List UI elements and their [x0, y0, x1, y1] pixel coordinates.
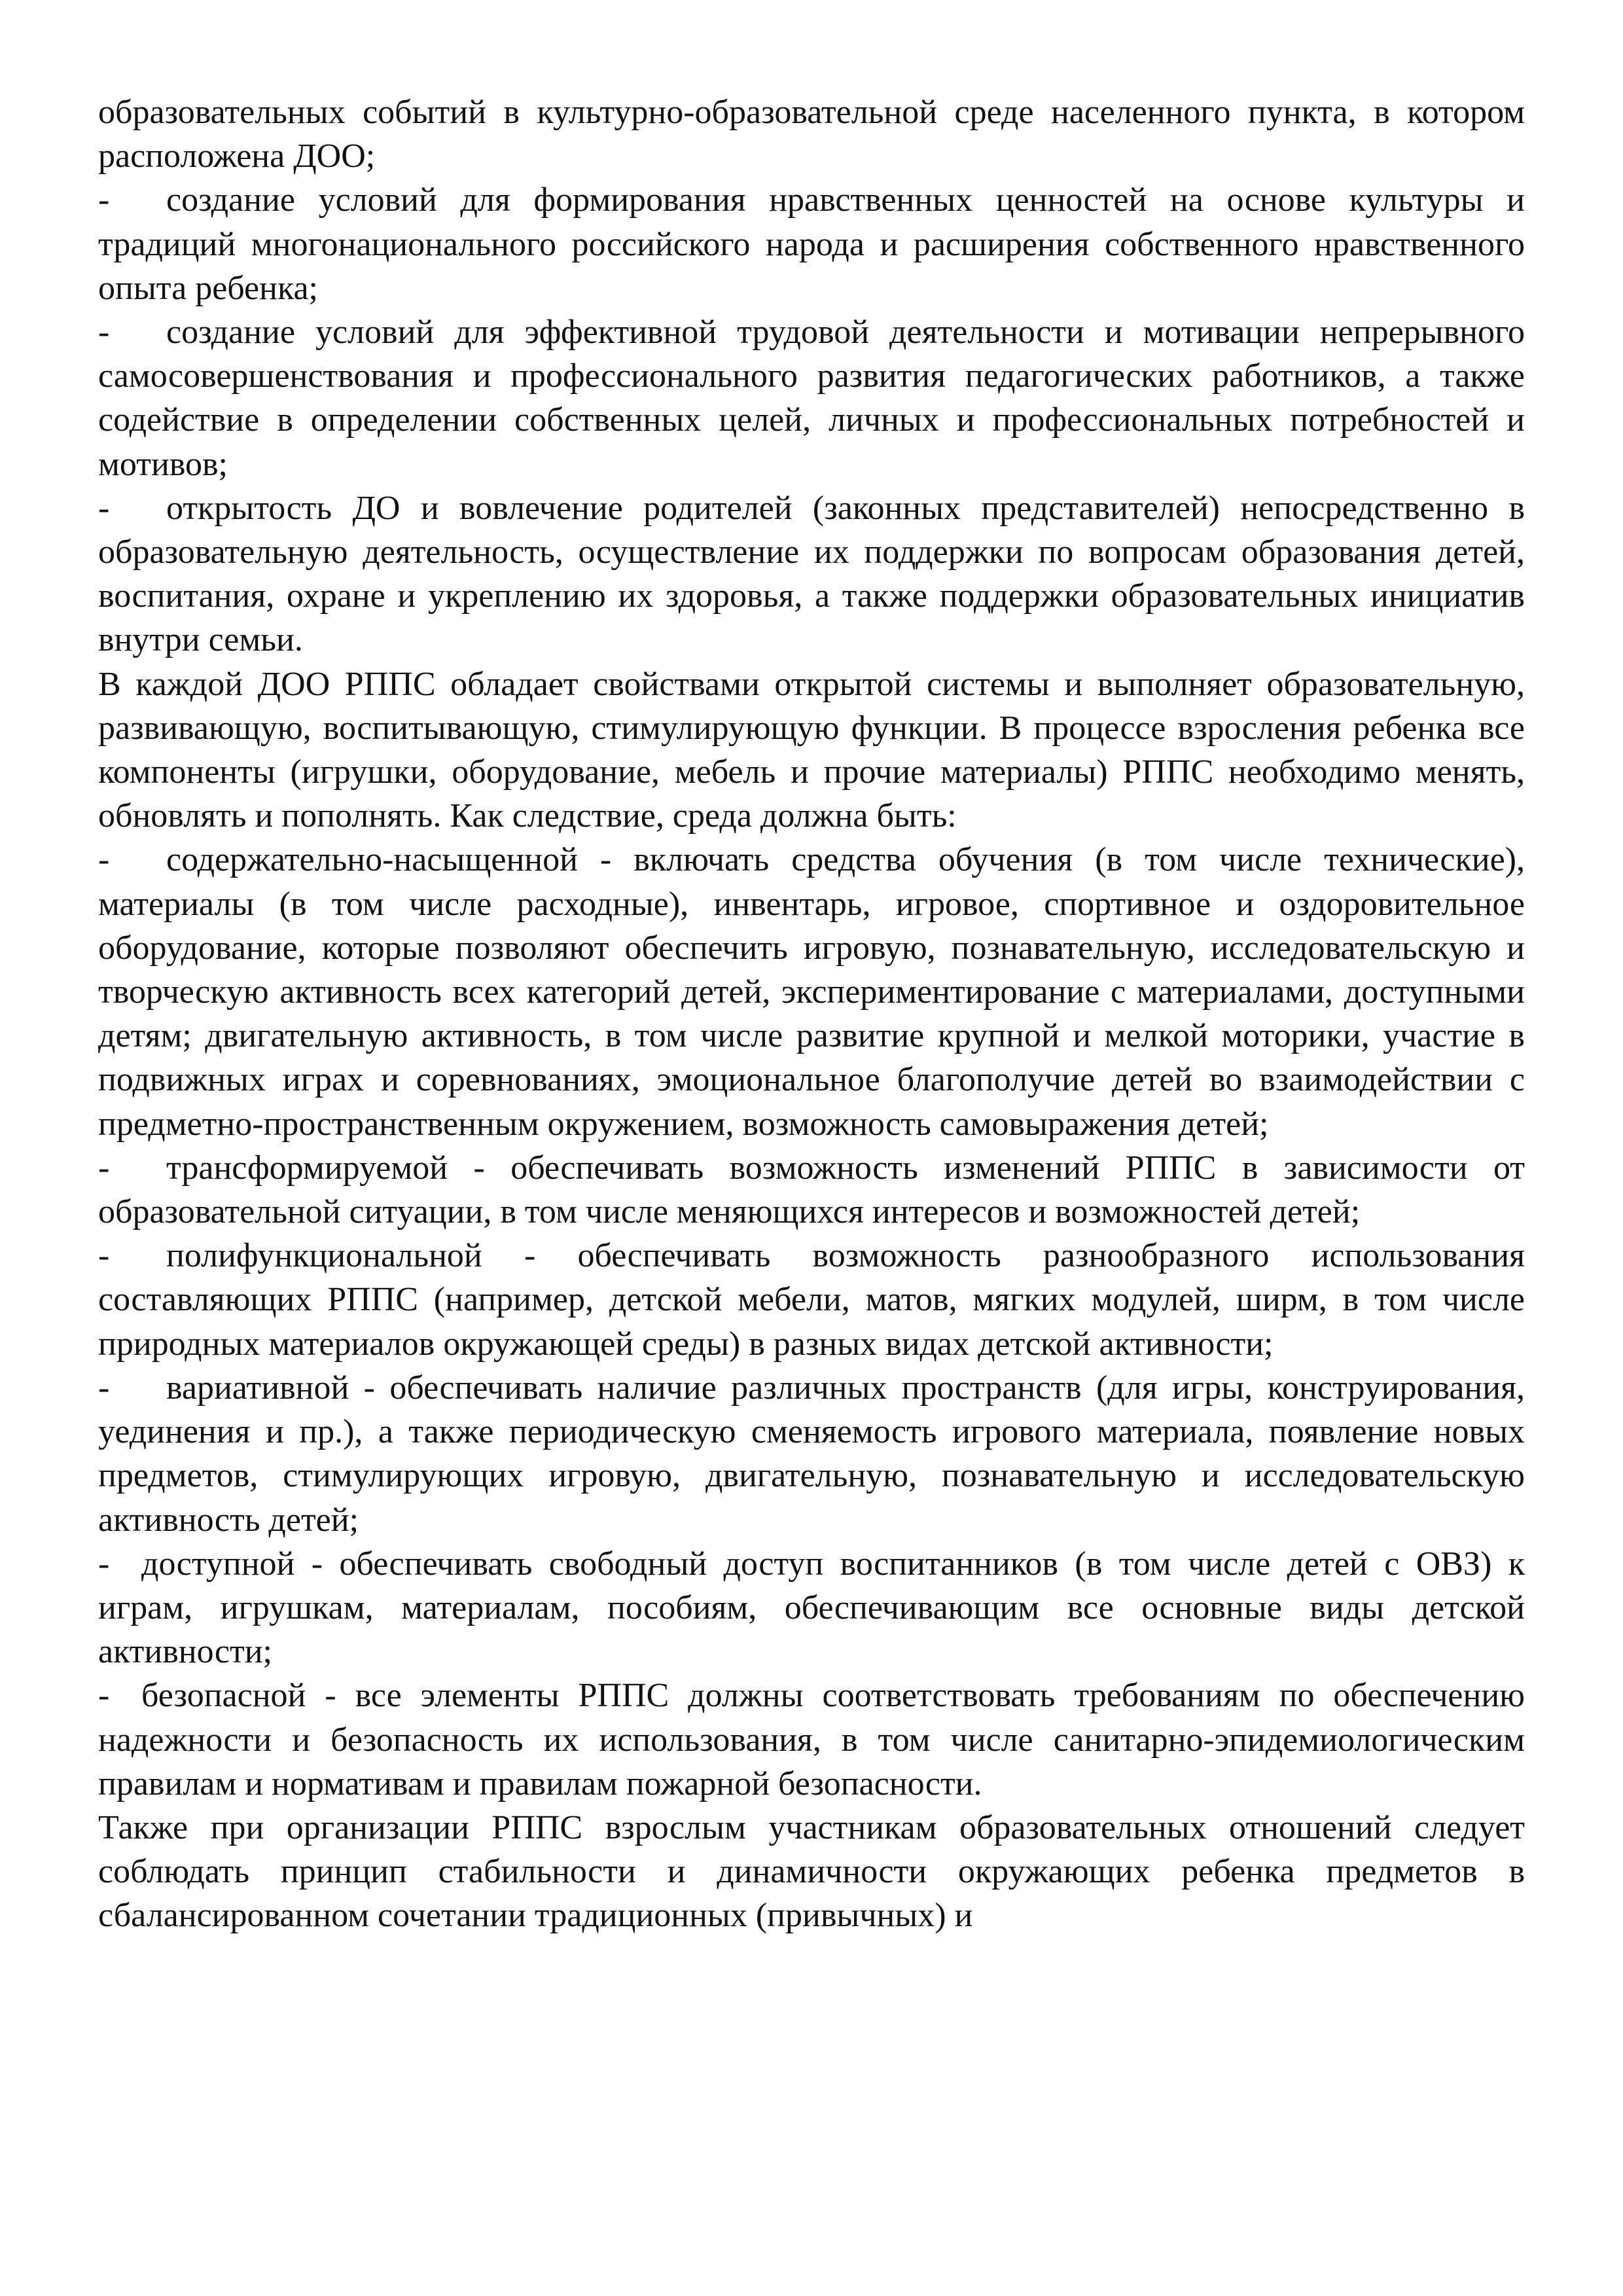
page-text — [98, 90, 1525, 1938]
list-item-safe — [98, 1674, 1525, 1806]
bullet-marker: - — [98, 489, 110, 527]
list-item-accessible — [98, 1542, 1525, 1674]
list-item-text: создание условий для формирования нравственных ценностей на основе культуры и традиций многонационального российского народа и расширения собственного нравственного опыта ребенка; — [98, 181, 1525, 307]
list-item-transformable — [98, 1146, 1525, 1234]
list-item-text: вариативной - обеспечивать наличие различных пространств (для игры, конструирования, уединения и пр.), а также периодическую сменяемость игрового материала, появление новых предметов, стимулирующих игровую, двигательную, познавательную и исследовательскую активность детей; — [98, 1369, 1525, 1539]
list-item-text: содержательно-насыщенной - включать средства обучения (в том числе технические), материалы (в том числе расходные), инвентарь, игровое, спортивное и оздоровительное оборудование, которые позволяют обеспечить игровую, познавательную, исследовательскую и творческую активность всех категорий детей, экспериментирование с материалами, доступными детям; двигательную активность, в том числе развитие крупной и мелкой моторики, участие в подвижных играх и соревнованиях, эмоциональное благополучие детей во взаимодействии с предметно-пространственным окружением, возможность самовыражения детей; — [98, 841, 1525, 1143]
bullet-marker: - — [98, 1545, 110, 1583]
list-item-saturated — [98, 838, 1525, 1145]
list-item-text: создание условий для эффективной трудовой деятельности и мотивации непрерывного самосовершенствования и профессионального развития педагогических работников, а также содействие в определении собственных целей, личных и профессиональных потребностей и мотивов; — [98, 314, 1525, 483]
list-item-variable — [98, 1366, 1525, 1542]
list-item-openness — [98, 486, 1525, 662]
bullet-marker: - — [98, 1149, 110, 1187]
bullet-marker: - — [98, 314, 110, 351]
paragraph-stability-principle: Также при организации РППС взрослым участникам образовательных отношений следует соблюдать принцип стабильности и динамичности окружающих ребенка предметов в сбалансированном сочетании традиционных (привычных) и — [98, 1808, 1525, 1935]
list-item-text: безопасной - все элементы РППС должны соответствовать требованиям по обеспечению надежности и безопасность их использования, в том числе санитарно-эпидемиологическим правилам и нормативам и правилам пожарной безопасности. — [98, 1677, 1525, 1803]
bullet-marker: - — [98, 1369, 110, 1407]
list-item-text: открытость ДО и вовлечение родителей (законных представителей) непосредственно в образовательную деятельность, осуществление их поддержки по вопросам образования детей, воспитания, охране и укреплению их здоровья, а также поддержки образовательных инициатив внутри семьи. — [98, 489, 1525, 659]
list-item-moral-values — [98, 178, 1525, 310]
bullet-marker: - — [98, 181, 110, 219]
lead-fragment: образовательных событий в культурно-образовательной среде населенного пункта, в котором расположена ДОО; — [98, 94, 1525, 175]
list-item-text: полифункциональной - обеспечивать возможность разнообразного использования составляющих РППС (например, детской мебели, матов, мягких модулей, ширм, в том числе природных материалов окружающей среды) в разных видах детской активности; — [98, 1237, 1525, 1363]
list-item-text: доступной - обеспечивать свободный доступ воспитанников (в том числе детей с ОВЗ) к играм, игрушкам, материалам, пособиям, обеспечивающим все основные виды детской активности; — [98, 1545, 1525, 1671]
bullet-marker: - — [98, 841, 110, 879]
list-item-text: трансформируемой - обеспечивать возможность изменений РППС в зависимости от образовательной ситуации, в том числе меняющихся интересов и возможностей детей; — [98, 1149, 1525, 1231]
list-item-multifunctional — [98, 1234, 1525, 1366]
list-item-teacher-motivation — [98, 310, 1525, 486]
paragraph-rpps-properties: В каждой ДОО РППС обладает свойствами открытой системы и выполняет образовательную, развивающую, воспитывающую, стимулирующую функции. В процессе взросления ребенка все компоненты (игрушки, оборудование, мебель и прочие материалы) РППС необходимо менять, обновлять и пополнять. Как следствие, среда должна быть: — [98, 665, 1525, 835]
bullet-marker: - — [98, 1677, 110, 1715]
bullet-marker: - — [98, 1237, 110, 1275]
